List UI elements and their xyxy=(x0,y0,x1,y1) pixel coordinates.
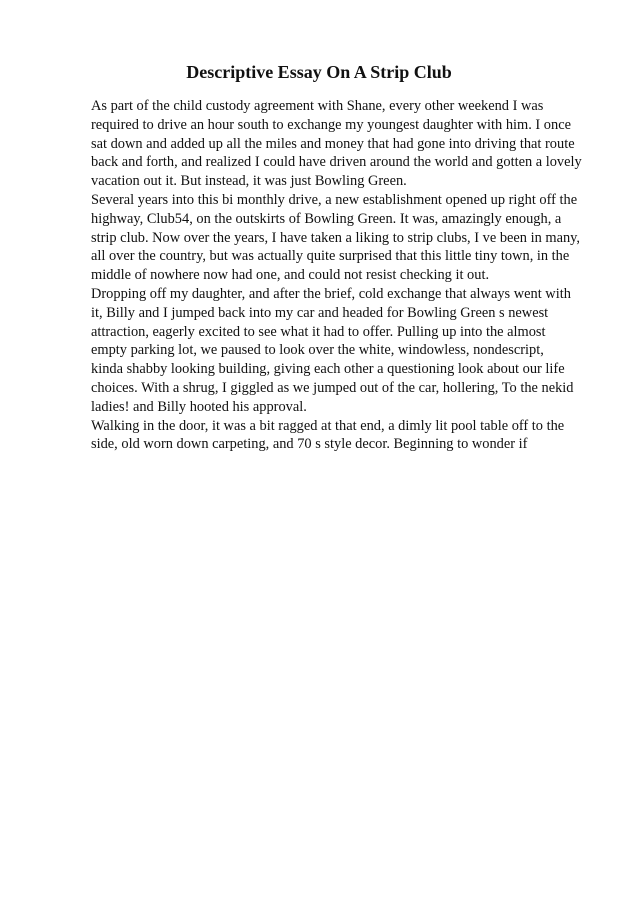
text-line: attraction, eagerly excited to see what it had to offer. Pulling up into the almost xyxy=(91,323,546,340)
text-line: all over the country, but was actually quite surprised that this little tiny town, in the xyxy=(91,248,570,265)
text-line: middle of nowhere now had one, and could not resist checking it out. xyxy=(91,267,490,284)
text-line: As part of the child custody agreement with Shane, every other weekend I was xyxy=(91,98,544,114)
text-line: kinda shabby looking building, giving each other a questioning look about our life xyxy=(91,361,565,378)
text-line: empty parking lot, we paused to look over the white, windowless, nondescript, xyxy=(91,342,544,359)
text-line: it, Billy and I jumped back into my car and headed for Bowling Green s newest xyxy=(91,304,549,321)
text-line: ladies! and Billy hooted his approval. xyxy=(91,398,307,415)
text-line: Walking in the door, it was a bit ragged at that end, a dimly lit pool table off to the xyxy=(91,417,565,434)
text-line: Several years into this bi monthly drive, a new establishment opened up right off the xyxy=(91,191,578,208)
text-line: vacation out it. But instead, it was just Bowling Green. xyxy=(91,173,407,190)
text-line: highway, Club54, on the outskirts of Bowling Green. It was, amazingly enough, a xyxy=(91,210,562,227)
text-line: sat down and added up all the miles and money that had gone into driving that route xyxy=(91,135,575,152)
text-line: back and forth, and realized I could have driven around the world and gotten a lovely xyxy=(91,154,582,171)
text-line: required to drive an hour south to exchange my youngest daughter with him. I once xyxy=(91,116,571,133)
text-line: strip club. Now over the years, I have taken a liking to strip clubs, I ve been in many, xyxy=(91,229,581,246)
text-line: Dropping off my daughter, and after the brief, cold exchange that always went with xyxy=(91,285,571,302)
text-line: side, old worn down carpeting, and 70 s style decor. Beginning to wonder if xyxy=(91,436,528,453)
document-title: Descriptive Essay On A Strip Club xyxy=(186,62,452,82)
text-line: choices. With a shrug, I giggled as we jumped out of the car, hollering, To the nekid xyxy=(91,379,574,396)
document-body xyxy=(91,97,601,454)
